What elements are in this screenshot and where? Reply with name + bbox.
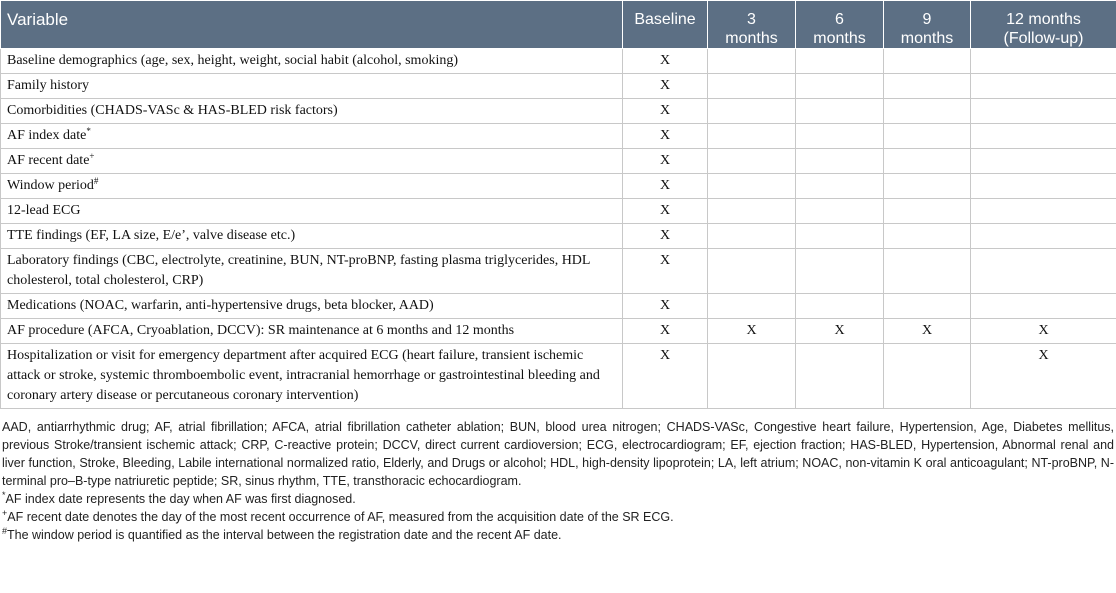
footnote: [2, 508, 1114, 526]
row-label-text: AF index date: [7, 128, 87, 143]
cell-6-months: [796, 124, 884, 149]
cell-12-months: [971, 149, 1116, 174]
row-label: [1, 124, 623, 149]
row-label: [1, 174, 623, 199]
row-label: [1, 294, 623, 319]
header-12-months: [971, 1, 1116, 49]
header-6-months: [796, 1, 884, 49]
cell-12-months: [971, 174, 1116, 199]
cell-12-months: [971, 294, 1116, 319]
footnote-text: AF index date represents the day when AF was first diagnosed.: [5, 492, 356, 506]
cell-12-months: X: [971, 344, 1116, 409]
cell-6-months: [796, 149, 884, 174]
cell-9-months: [884, 74, 971, 99]
cell-3-months: [708, 344, 796, 409]
footnote-mark: #: [2, 526, 8, 536]
cell-6-months: [796, 249, 884, 294]
row-label: [1, 224, 623, 249]
header-baseline: Baseline: [623, 1, 708, 49]
footnote-text: The window period is quantified as the interval between the registration date and the recent AF date.: [7, 528, 562, 542]
cell-baseline: X: [623, 99, 708, 124]
header-6-months-line1: 6: [835, 11, 844, 28]
footnote-mark: +: [89, 151, 95, 161]
cell-12-months: [971, 99, 1116, 124]
header-9-months-line1: 9: [922, 11, 932, 28]
row-label-text: Medications (NOAC, warfarin, anti-hypertensive drugs, beta blocker, AAD): [7, 298, 434, 313]
header-12-months-line2: (Follow-up): [1003, 30, 1084, 47]
cell-3-months: [708, 74, 796, 99]
cell-3-months: [708, 149, 796, 174]
table-row: [1, 199, 1116, 224]
row-label-text: Window period: [7, 178, 94, 193]
cell-baseline: X: [623, 319, 708, 344]
cell-baseline: X: [623, 294, 708, 319]
cell-6-months: [796, 49, 884, 74]
header-3-months-line2: months: [725, 30, 778, 47]
table-row: [1, 49, 1116, 74]
cell-12-months: X: [971, 319, 1116, 344]
cell-12-months: [971, 199, 1116, 224]
table-row: [1, 99, 1116, 124]
cell-3-months: [708, 174, 796, 199]
header-3-months: [708, 1, 796, 49]
cell-6-months: X: [796, 319, 884, 344]
row-label: [1, 99, 623, 124]
abbreviations-note: AAD, antiarrhythmic drug; AF, atrial fibrillation; AFCA, atrial fibrillation catheter ablation; BUN, blood urea nitrogen; CHADS-VASc, Congestive heart failure, Hypertension, Age, Diabetes mellitus, previous Stroke/transient ischemic attack; CRP, C-reactive protein; DCCV, direct current cardioversion; ECG, electrocardiogram; EF, ejection fraction; HAS-BLED, Hypertension, Abnormal renal and liver function, Stroke, Bleeding, Labile international normalized ratio, Elderly, and Drugs or alcohol; HDL, high-density lipoprotein; LA, left atrium; NOAC, non-vitamin K oral anticoagulant; NT-proBNP, N-terminal pro–B-type natriuretic peptide; SR, sinus rhythm, TTE, transthoracic echocardiogram.: [2, 420, 1114, 488]
cell-9-months: X: [884, 319, 971, 344]
cell-baseline: X: [623, 49, 708, 74]
cell-baseline: X: [623, 124, 708, 149]
cell-9-months: [884, 199, 971, 224]
row-label-text: AF recent date: [7, 153, 90, 168]
cell-9-months: [884, 294, 971, 319]
table-row: [1, 344, 1116, 409]
cell-6-months: [796, 199, 884, 224]
cell-9-months: [884, 174, 971, 199]
row-label-text: Baseline demographics (age, sex, height, weight, social habit (alcohol, smoking): [7, 53, 458, 68]
cell-9-months: [884, 224, 971, 249]
row-label-text: Laboratory findings (CBC, electrolyte, creatinine, BUN, NT-proBNP, fasting plasma triglycerides, HDL cholesterol, total cholesterol, CRP): [7, 253, 590, 288]
cell-baseline: X: [623, 74, 708, 99]
cell-3-months: [708, 99, 796, 124]
row-label-text: Hospitalization or visit for emergency department after acquired ECG (heart failure, transient ischemic attack or stroke, systemic thromboembolic event, intracranial hemorrhage or gastrointestinal bleeding and coronary artery disease or percutaneous coronary intervention): [7, 348, 600, 403]
row-label: [1, 199, 623, 224]
cell-12-months: [971, 224, 1116, 249]
table-notes: [0, 409, 1116, 544]
cell-9-months: [884, 149, 971, 174]
header-9-months-line2: months: [900, 30, 954, 47]
row-label: [1, 344, 623, 409]
cell-6-months: [796, 174, 884, 199]
cell-9-months: [884, 124, 971, 149]
header-variable: Variable: [1, 1, 623, 49]
header-9-months: [884, 1, 971, 49]
cell-6-months: [796, 294, 884, 319]
row-label: [1, 74, 623, 99]
cell-baseline: X: [623, 199, 708, 224]
cell-3-months: [708, 124, 796, 149]
footnote-mark: *: [86, 126, 91, 136]
footnote-mark: #: [93, 176, 99, 186]
cell-6-months: [796, 99, 884, 124]
cell-6-months: [796, 224, 884, 249]
row-label: [1, 49, 623, 74]
cell-9-months: [884, 49, 971, 74]
row-label: [1, 319, 623, 344]
cell-6-months: [796, 74, 884, 99]
header-3-months-line1: 3: [747, 11, 756, 28]
cell-baseline: X: [623, 174, 708, 199]
table-row: [1, 294, 1116, 319]
table-row: [1, 319, 1116, 344]
cell-3-months: [708, 224, 796, 249]
table-row: [1, 149, 1116, 174]
header-row: [1, 1, 1116, 49]
table-row: [1, 74, 1116, 99]
footnote: [2, 526, 1114, 544]
row-label: [1, 149, 623, 174]
table-row: [1, 124, 1116, 149]
cell-baseline: X: [623, 149, 708, 174]
row-label-text: Comorbidities (CHADS-VASc & HAS-BLED risk factors): [7, 103, 338, 118]
cell-12-months: [971, 249, 1116, 294]
cell-3-months: [708, 249, 796, 294]
header-12-months-line1: 12 months: [1006, 11, 1081, 28]
row-label-text: TTE findings (EF, LA size, E/e’, valve disease etc.): [7, 228, 296, 243]
cell-9-months: [884, 249, 971, 294]
footnote: [2, 490, 1114, 508]
cell-9-months: [884, 99, 971, 124]
table-row: [1, 224, 1116, 249]
cell-3-months: [708, 199, 796, 224]
cell-12-months: [971, 124, 1116, 149]
cell-baseline: X: [623, 344, 708, 409]
footnote-mark: *: [2, 490, 6, 500]
footnote-mark: +: [2, 508, 8, 518]
cell-baseline: X: [623, 224, 708, 249]
cell-12-months: [971, 74, 1116, 99]
cell-baseline: X: [623, 249, 708, 294]
cell-3-months: X: [708, 319, 796, 344]
cell-3-months: [708, 49, 796, 74]
table-row: [1, 174, 1116, 199]
footnote-text: AF recent date denotes the day of the most recent occurrence of AF, measured from the acquisition date of the SR ECG.: [7, 510, 674, 524]
cell-6-months: [796, 344, 884, 409]
cell-12-months: [971, 49, 1116, 74]
cell-9-months: [884, 344, 971, 409]
row-label-text: AF procedure (AFCA, Cryoablation, DCCV): SR maintenance at 6 months and 12 months: [7, 323, 515, 338]
row-label: [1, 249, 623, 294]
cell-3-months: [708, 294, 796, 319]
header-6-months-line2: months: [813, 30, 866, 47]
row-label-text: 12-lead ECG: [7, 203, 81, 218]
row-label-text: Family history: [7, 78, 90, 93]
table-row: [1, 249, 1116, 294]
